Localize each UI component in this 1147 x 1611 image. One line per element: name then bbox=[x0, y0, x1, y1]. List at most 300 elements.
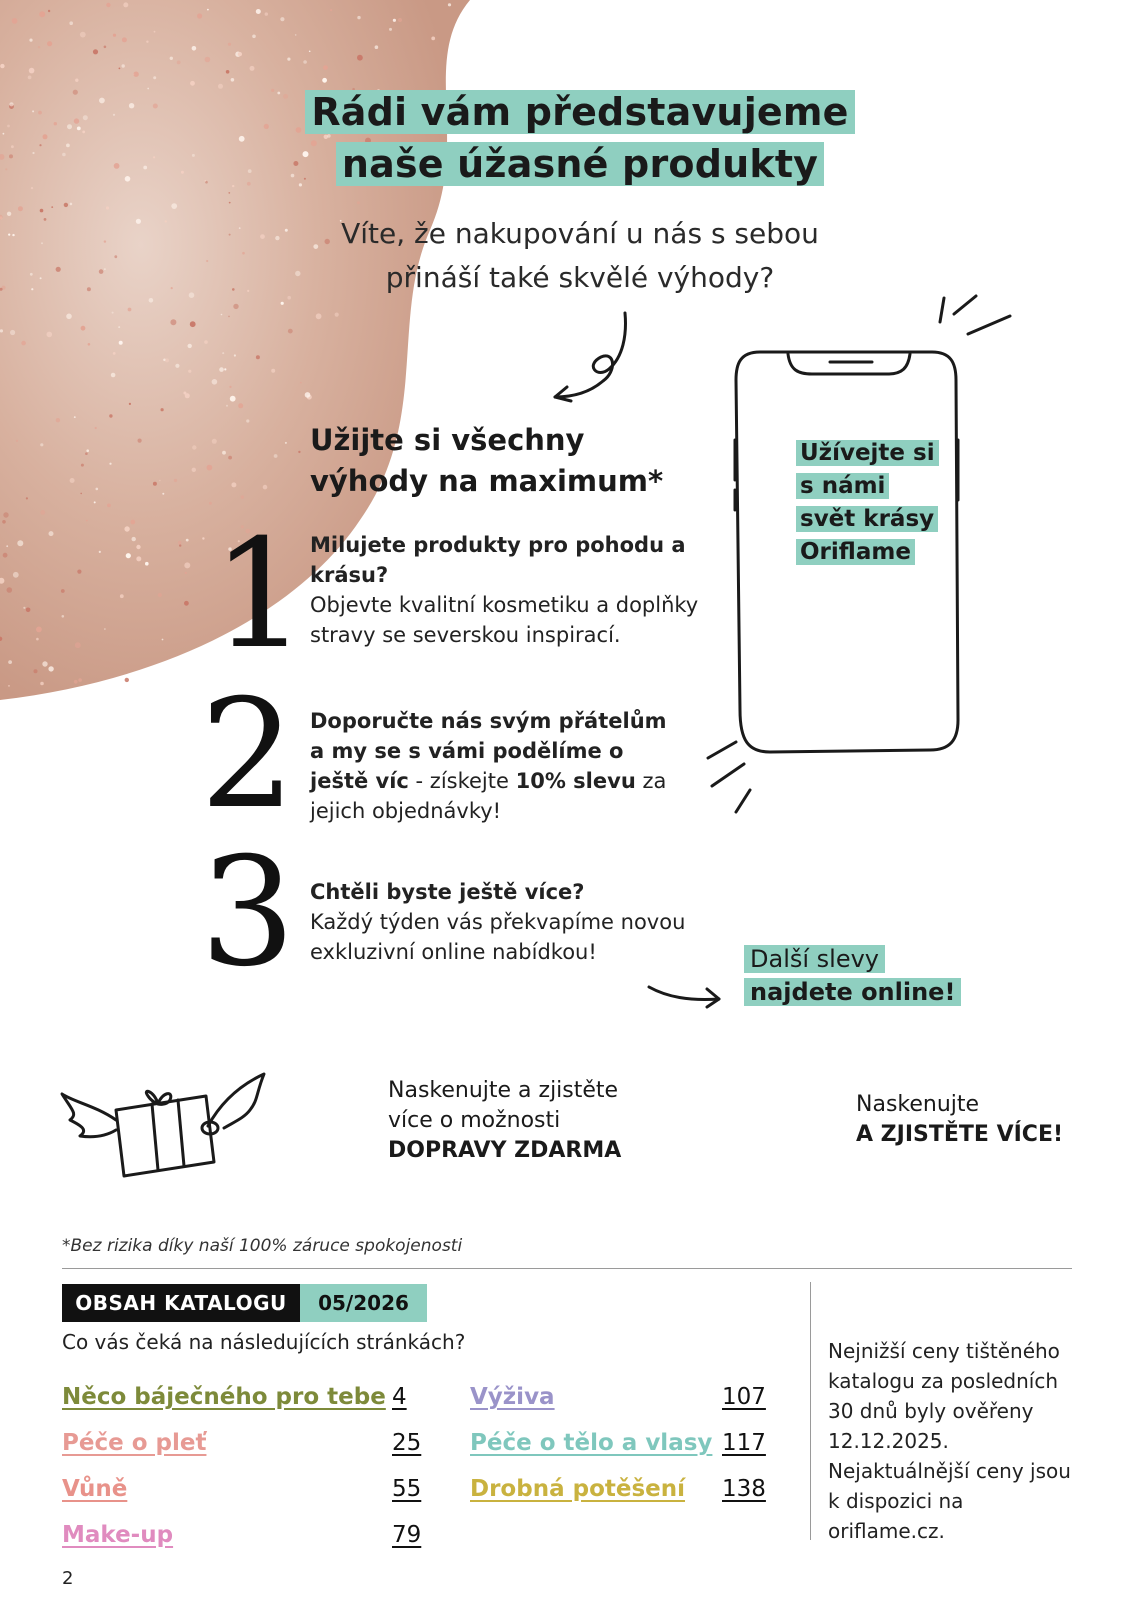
subtitle-line-1: Víte, že nakupování u nás s sebou bbox=[341, 217, 819, 250]
glitter-sparkle bbox=[77, 126, 81, 130]
glitter-sparkle bbox=[64, 203, 68, 207]
glitter-sparkle bbox=[21, 341, 26, 346]
glitter-sparkle bbox=[448, 3, 451, 6]
divider bbox=[62, 1268, 1072, 1269]
glitter-sparkle bbox=[153, 104, 158, 109]
glitter-sparkle bbox=[288, 329, 293, 334]
glitter-sparkle bbox=[209, 502, 212, 505]
glitter-sparkle bbox=[136, 219, 141, 224]
glitter-sparkle bbox=[36, 627, 42, 633]
glitter-sparkle bbox=[204, 340, 208, 344]
glitter-sparkle bbox=[298, 451, 300, 453]
glitter-sparkle bbox=[275, 236, 279, 240]
glitter-sparkle bbox=[229, 202, 231, 204]
arrow-right-icon bbox=[645, 975, 725, 1015]
glitter-sparkle bbox=[226, 405, 228, 407]
glitter-sparkle bbox=[305, 392, 311, 398]
glitter-sparkle bbox=[111, 373, 116, 378]
glitter-sparkle bbox=[26, 497, 28, 499]
glitter-sparkle bbox=[119, 68, 121, 70]
glitter-sparkle bbox=[56, 418, 60, 422]
glitter-sparkle bbox=[74, 118, 79, 123]
glitter-sparkle bbox=[161, 408, 164, 411]
glitter-sparkle bbox=[48, 10, 50, 12]
glitter-sparkle bbox=[39, 144, 41, 146]
glitter-sparkle bbox=[12, 18, 18, 24]
glitter-sparkle bbox=[56, 267, 61, 272]
glitter-sparkle bbox=[185, 572, 187, 574]
glitter-sparkle bbox=[86, 520, 88, 522]
benefits-heading-line-1: Užijte si všechny bbox=[310, 423, 585, 457]
glitter-sparkle bbox=[252, 35, 256, 39]
glitter-sparkle bbox=[239, 136, 245, 142]
glitter-sparkle bbox=[190, 81, 195, 86]
glitter-sparkle bbox=[87, 287, 91, 291]
step-1-bold: Milujete produkty pro pohodu a krásu? bbox=[310, 533, 686, 587]
glitter-sparkle bbox=[316, 313, 322, 319]
glitter-sparkle bbox=[212, 379, 218, 385]
scan-more-line-1: Naskenujte bbox=[856, 1092, 980, 1117]
glitter-sparkle bbox=[13, 572, 19, 578]
step-3-text bbox=[310, 877, 700, 967]
glitter-sparkle bbox=[10, 330, 15, 335]
glitter-sparkle bbox=[246, 419, 249, 422]
page-number: 2 bbox=[62, 1568, 74, 1589]
glitter-sparkle bbox=[48, 666, 53, 671]
glitter-sparkle bbox=[186, 539, 189, 542]
glitter-sparkle bbox=[9, 154, 13, 158]
glitter-sparkle bbox=[42, 661, 47, 666]
glitter-sparkle bbox=[267, 127, 269, 129]
smartphone-icon bbox=[700, 290, 1070, 850]
glitter-sparkle bbox=[119, 341, 123, 345]
step-2-text bbox=[310, 706, 670, 826]
glitter-sparkle bbox=[40, 443, 43, 446]
glitter-sparkle bbox=[197, 13, 202, 18]
glitter-sparkle bbox=[192, 445, 196, 449]
glitter-sparkle bbox=[177, 61, 181, 65]
glitter-sparkle bbox=[38, 111, 42, 115]
glitter-sparkle bbox=[16, 440, 18, 442]
glitter-sparkle bbox=[260, 234, 265, 239]
glitter-sparkle bbox=[184, 562, 190, 568]
glitter-sparkle bbox=[202, 537, 204, 539]
toc-page-neco-bajecneho[interactable]: 4 bbox=[392, 1384, 407, 1410]
glitter-sparkle bbox=[80, 32, 86, 38]
step-1-body: Objevte kvalitní kosmetiku a doplňky stravy se severskou inspirací. bbox=[310, 593, 699, 647]
glitter-sparkle bbox=[287, 296, 291, 300]
toc-page-make-up[interactable]: 79 bbox=[392, 1522, 422, 1548]
glitter-sparkle bbox=[70, 203, 73, 206]
glitter-sparkle bbox=[125, 678, 129, 682]
glitter-sparkle bbox=[295, 34, 297, 36]
glitter-sparkle bbox=[295, 271, 300, 276]
glitter-sparkle bbox=[74, 416, 76, 418]
glitter-sparkle bbox=[38, 46, 40, 48]
glitter-sparkle bbox=[248, 169, 252, 173]
scan-more-line-2: A ZJISTĚTE VÍCE! bbox=[856, 1122, 1064, 1147]
phone-line-3: svět krásy bbox=[796, 506, 938, 532]
glitter-sparkle bbox=[125, 176, 131, 182]
glitter-sparkle bbox=[431, 37, 435, 41]
glitter-sparkle bbox=[18, 206, 23, 211]
glitter-sparkle bbox=[123, 2, 128, 7]
glitter-sparkle bbox=[205, 180, 207, 182]
phone-line-2: s námi bbox=[796, 473, 889, 499]
glitter-sparkle bbox=[357, 201, 360, 204]
toc-link-drobna-poteseni[interactable]: Drobná potěšení bbox=[470, 1476, 686, 1502]
toc-intro: Co vás čeká na následujících stránkách? bbox=[62, 1330, 466, 1354]
glitter-sparkle bbox=[190, 321, 196, 327]
glitter-sparkle bbox=[398, 18, 402, 22]
glitter-sparkle bbox=[330, 9, 332, 11]
glitter-sparkle bbox=[291, 174, 295, 178]
glitter-sparkle bbox=[174, 479, 177, 482]
glitter-sparkle bbox=[109, 414, 112, 417]
toc-page-vyziva[interactable]: 107 bbox=[722, 1384, 766, 1410]
glitter-sparkle bbox=[222, 352, 224, 354]
glitter-sparkle bbox=[112, 312, 114, 314]
glitter-sparkle bbox=[31, 187, 33, 189]
glitter-sparkle bbox=[238, 52, 242, 56]
glitter-sparkle bbox=[232, 288, 235, 291]
glitter-sparkle bbox=[226, 70, 230, 74]
glitter-sparkle bbox=[153, 156, 155, 158]
glitter-sparkle bbox=[153, 482, 157, 486]
glitter-sparkle bbox=[40, 277, 42, 279]
glitter-sparkle bbox=[28, 76, 32, 80]
glitter-sparkle bbox=[49, 531, 54, 536]
glitter-sparkle bbox=[185, 393, 190, 398]
step-2-body-a: - získejte bbox=[408, 769, 516, 793]
glitter-sparkle bbox=[80, 493, 82, 495]
glitter-sparkle bbox=[40, 510, 45, 515]
glitter-sparkle bbox=[285, 229, 288, 232]
glitter-sparkle bbox=[165, 358, 169, 362]
glitter-sparkle bbox=[192, 468, 196, 472]
glitter-sparkle bbox=[231, 78, 235, 82]
glitter-sparkle bbox=[143, 166, 147, 170]
glitter-sparkle bbox=[206, 260, 208, 262]
glitter-sparkle bbox=[149, 298, 154, 303]
glitter-sparkle bbox=[162, 639, 164, 641]
step-2-discount: 10% slevu bbox=[515, 769, 636, 793]
glitter-sparkle bbox=[114, 255, 117, 258]
glitter-sparkle bbox=[7, 125, 10, 128]
glitter-sparkle bbox=[78, 678, 82, 682]
glitter-sparkle bbox=[230, 396, 236, 402]
glitter-sparkle bbox=[184, 601, 189, 606]
glitter-sparkle bbox=[118, 326, 120, 328]
glitter-sparkle bbox=[250, 66, 255, 71]
glitter-sparkle bbox=[3, 553, 8, 558]
glitter-sparkle bbox=[75, 642, 81, 648]
title-line-2: naše úžasné produkty bbox=[336, 142, 824, 186]
glitter-sparkle bbox=[122, 37, 127, 42]
glitter-sparkle bbox=[393, 19, 396, 22]
glitter-sparkle bbox=[36, 638, 39, 641]
glitter-sparkle bbox=[81, 326, 86, 331]
glitter-sparkle bbox=[219, 367, 224, 372]
glitter-sparkle bbox=[323, 65, 328, 70]
flying-gift-icon bbox=[58, 1050, 278, 1190]
glitter-sparkle bbox=[263, 485, 268, 490]
glitter-sparkle bbox=[281, 302, 284, 305]
benefits-heading-line-2: výhody na maximum* bbox=[310, 464, 664, 498]
glitter-sparkle bbox=[228, 43, 231, 46]
glitter-sparkle bbox=[83, 115, 88, 120]
glitter-sparkle bbox=[138, 439, 142, 443]
glitter-sparkle bbox=[178, 541, 182, 545]
glitter-sparkle bbox=[99, 269, 104, 274]
glitter-sparkle bbox=[231, 482, 236, 487]
glitter-sparkle bbox=[170, 57, 173, 60]
glitter-sparkle bbox=[265, 12, 268, 15]
glitter-sparkle bbox=[32, 110, 34, 112]
glitter-sparkle bbox=[106, 206, 109, 209]
glitter-sparkle bbox=[335, 313, 339, 317]
glitter-sparkle bbox=[51, 206, 53, 208]
glitter-sparkle bbox=[73, 90, 78, 95]
toc-link-pece-o-plet[interactable]: Péče o pleť bbox=[62, 1430, 207, 1456]
glitter-sparkle bbox=[96, 488, 99, 491]
glitter-sparkle bbox=[30, 273, 33, 276]
glitter-sparkle bbox=[146, 41, 148, 43]
glitter-sparkle bbox=[23, 607, 25, 609]
glitter-sparkle bbox=[283, 94, 288, 99]
glitter-sparkle bbox=[77, 570, 81, 574]
glitter-sparkle bbox=[389, 28, 392, 31]
vertical-divider bbox=[810, 1282, 811, 1540]
glitter-sparkle bbox=[66, 314, 72, 320]
toc-link-vune[interactable]: Vůně bbox=[62, 1476, 128, 1502]
glitter-sparkle bbox=[70, 478, 75, 483]
glitter-sparkle bbox=[153, 76, 156, 79]
glitter-sparkle bbox=[7, 587, 13, 593]
glitter-sparkle bbox=[31, 288, 33, 290]
glitter-sparkle bbox=[61, 589, 65, 593]
glitter-sparkle bbox=[293, 161, 298, 166]
glitter-sparkle bbox=[124, 526, 129, 531]
glitter-sparkle bbox=[107, 504, 111, 508]
glitter-sparkle bbox=[47, 41, 52, 46]
glitter-sparkle bbox=[29, 68, 35, 74]
glitter-sparkle bbox=[66, 144, 70, 148]
glitter-sparkle bbox=[95, 427, 97, 429]
glitter-sparkle bbox=[129, 103, 134, 108]
glitter-sparkle bbox=[69, 21, 73, 25]
catalog-contents-label: OBSAH KATALOGU bbox=[62, 1284, 300, 1322]
toc-link-neco-bajecneho[interactable]: Něco báječného pro tebe bbox=[62, 1384, 386, 1410]
glitter-sparkle bbox=[62, 153, 66, 157]
glitter-sparkle bbox=[145, 562, 149, 566]
glitter-sparkle bbox=[114, 163, 120, 169]
glitter-sparkle bbox=[247, 182, 251, 186]
glitter-sparkle bbox=[171, 203, 177, 209]
toc-page-pece-o-plet[interactable]: 25 bbox=[392, 1430, 422, 1456]
scan-delivery-line-1: Naskenujte a zjistěte bbox=[388, 1078, 619, 1103]
glitter-sparkle bbox=[8, 660, 12, 664]
glitter-sparkle bbox=[181, 171, 184, 174]
scan-delivery-line-3: DOPRAVY ZDARMA bbox=[388, 1138, 622, 1163]
online-line-1: Další slevy bbox=[744, 945, 885, 973]
glitter-sparkle bbox=[41, 242, 43, 244]
page-title bbox=[300, 86, 860, 190]
toc-page-pece-o-telo[interactable]: 117 bbox=[722, 1430, 766, 1456]
glitter-sparkle bbox=[9, 102, 13, 106]
glitter-sparkle bbox=[85, 452, 88, 455]
learn-more-scan-text bbox=[856, 1090, 1076, 1150]
glitter-sparkle bbox=[88, 343, 91, 346]
toc-page-vune[interactable]: 55 bbox=[392, 1476, 422, 1502]
glitter-sparkle bbox=[242, 252, 245, 255]
glitter-sparkle bbox=[40, 682, 44, 686]
glitter-sparkle bbox=[241, 495, 244, 498]
glitter-sparkle bbox=[93, 49, 98, 54]
glitter-sparkle bbox=[239, 227, 241, 229]
glitter-sparkle bbox=[232, 185, 234, 187]
glitter-sparkle bbox=[8, 685, 10, 687]
glitter-sparkle bbox=[322, 78, 327, 83]
glitter-sparkle bbox=[136, 545, 140, 549]
glitter-sparkle bbox=[218, 84, 223, 89]
glitter-sparkle bbox=[12, 234, 14, 236]
glitter-sparkle bbox=[228, 192, 230, 194]
glitter-sparkle bbox=[303, 60, 307, 64]
glitter-sparkle bbox=[17, 540, 23, 546]
glitter-sparkle bbox=[11, 145, 14, 148]
glitter-sparkle bbox=[154, 31, 156, 33]
glitter-sparkle bbox=[171, 287, 173, 289]
glitter-sparkle bbox=[179, 544, 181, 546]
glitter-sparkle bbox=[34, 669, 38, 673]
toc-link-vyziva[interactable]: Výživa bbox=[470, 1384, 555, 1410]
glitter-sparkle bbox=[2, 520, 6, 524]
glitter-sparkle bbox=[375, 45, 379, 49]
glitter-sparkle bbox=[109, 463, 111, 465]
glitter-sparkle bbox=[43, 134, 48, 139]
page-subtitle bbox=[310, 212, 850, 300]
step-3-bold: Chtěli byste ještě více? bbox=[310, 880, 585, 904]
glitter-sparkle bbox=[126, 553, 131, 558]
free-delivery-scan-text bbox=[388, 1076, 648, 1166]
step-number-1: 1 bbox=[212, 508, 308, 682]
toc-page-drobna-poteseni[interactable]: 138 bbox=[722, 1476, 766, 1502]
phone-line-1: Užívejte si bbox=[796, 440, 939, 466]
glitter-sparkle bbox=[221, 314, 223, 316]
glitter-sparkle bbox=[0, 64, 4, 68]
glitter-sparkle bbox=[128, 308, 132, 312]
glitter-sparkle bbox=[81, 464, 84, 467]
glitter-sparkle bbox=[120, 594, 124, 598]
glitter-sparkle bbox=[75, 79, 78, 82]
catalog-issue-badge: 05/2026 bbox=[300, 1284, 427, 1322]
glitter-sparkle bbox=[104, 240, 106, 242]
glitter-sparkle bbox=[222, 451, 226, 455]
glitter-sparkle bbox=[274, 454, 278, 458]
online-discounts bbox=[744, 943, 964, 1009]
glitter-sparkle bbox=[113, 352, 116, 355]
glitter-sparkle bbox=[170, 319, 176, 325]
glitter-sparkle bbox=[147, 88, 149, 90]
glitter-sparkle bbox=[3, 133, 5, 135]
glitter-sparkle bbox=[234, 354, 236, 356]
phone-line-4: Oriflame bbox=[796, 539, 915, 565]
glitter-sparkle bbox=[228, 456, 232, 460]
glitter-sparkle bbox=[256, 9, 261, 14]
glitter-sparkle bbox=[207, 465, 213, 471]
toc-link-make-up[interactable]: Make-up bbox=[62, 1522, 174, 1548]
glitter-sparkle bbox=[277, 92, 280, 95]
glitter-sparkle bbox=[44, 218, 47, 221]
step-1-text bbox=[310, 530, 700, 650]
glitter-sparkle bbox=[280, 17, 284, 21]
title-line-1: Rádi vám představujeme bbox=[305, 90, 854, 134]
glitter-sparkle bbox=[228, 316, 230, 318]
glitter-sparkle bbox=[224, 368, 226, 370]
glitter-sparkle bbox=[357, 55, 363, 61]
glitter-sparkle bbox=[99, 98, 105, 104]
glitter-sparkle bbox=[212, 439, 217, 444]
glitter-sparkle bbox=[205, 57, 211, 63]
glitter-sparkle bbox=[309, 51, 311, 53]
glitter-sparkle bbox=[122, 64, 125, 67]
online-line-2: najdete online! bbox=[744, 978, 961, 1006]
curly-arrow-icon bbox=[545, 305, 655, 415]
glitter-sparkle bbox=[113, 34, 116, 37]
glitter-sparkle bbox=[357, 16, 360, 19]
glitter-sparkle bbox=[285, 442, 287, 444]
glitter-sparkle bbox=[130, 520, 135, 525]
glitter-sparkle bbox=[129, 403, 131, 405]
glitter-sparkle bbox=[287, 58, 290, 61]
toc-link-pece-o-telo[interactable]: Péče o tělo a vlasy bbox=[470, 1430, 713, 1456]
glitter-sparkle bbox=[207, 9, 209, 11]
step-number-3: 3 bbox=[200, 826, 296, 1000]
glitter-sparkle bbox=[104, 46, 107, 49]
glitter-sparkle bbox=[165, 220, 167, 222]
glitter-sparkle bbox=[82, 131, 85, 134]
benefits-heading bbox=[310, 420, 710, 502]
glitter-sparkle bbox=[271, 369, 275, 373]
glitter-sparkle bbox=[7, 212, 11, 216]
glitter-sparkle bbox=[188, 370, 191, 373]
glitter-sparkle bbox=[54, 122, 57, 125]
glitter-sparkle bbox=[86, 449, 89, 452]
glitter-sparkle bbox=[113, 114, 115, 116]
glitter-sparkle bbox=[99, 551, 101, 553]
glitter-sparkle bbox=[300, 382, 302, 384]
glitter-sparkle bbox=[40, 209, 44, 213]
glitter-sparkle bbox=[159, 480, 161, 482]
glitter-sparkle bbox=[8, 234, 10, 236]
price-verification-note: Nejnižší ceny tištěného katalogu za posledních 30 dnů byly ověřeny 12.12.2025. Nejaktuálnější ceny jsou k dispozici na oriflame.cz. bbox=[828, 1339, 1071, 1543]
glitter-sparkle bbox=[158, 593, 162, 597]
subtitle-line-2: přináší také skvělé výhody? bbox=[385, 261, 775, 294]
glitter-sparkle bbox=[67, 124, 72, 129]
glitter-sparkle bbox=[256, 355, 260, 359]
step-2-bold: Doporučte nás svým přátelům a my se s vámi podělíme o ještě víc bbox=[310, 709, 667, 793]
glitter-sparkle bbox=[192, 46, 197, 51]
glitter-sparkle bbox=[175, 364, 179, 368]
glitter-sparkle bbox=[104, 628, 106, 630]
glitter-sparkle bbox=[238, 403, 243, 408]
glitter-sparkle bbox=[229, 234, 231, 236]
glitter-sparkle bbox=[133, 72, 138, 77]
glitter-sparkle bbox=[162, 493, 164, 495]
glitter-sparkle bbox=[26, 608, 31, 613]
step-number-2: 2 bbox=[200, 668, 296, 842]
